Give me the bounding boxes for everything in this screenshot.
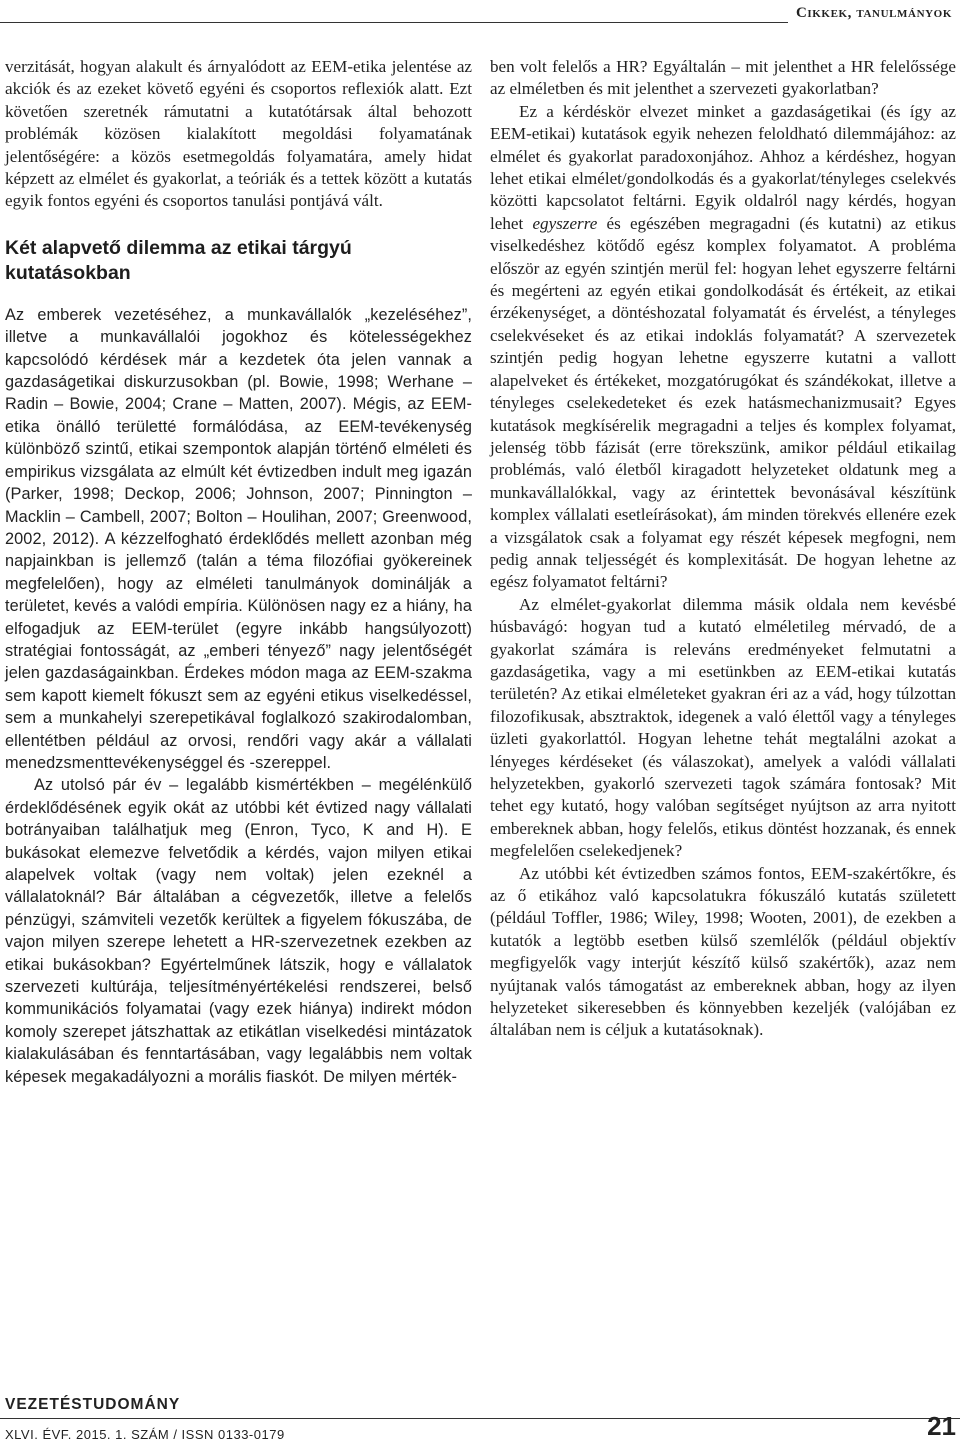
right-column <box>490 56 956 1042</box>
footer-rule <box>0 1418 960 1419</box>
paragraph: Az utolsó pár év – legalább kismértékben – megélénkülő érdeklődésének egyik okát az utóbbi két évtized nagy vállalati botrányaiban találhatjuk meg (Enron, Tyco, K and H). E bukásokat elemezve felvetődik a kérdés, vajon milyen etikai alapelvek voltak (vagy nem voltak) jelen ezeknél a vállalatoknál? Bár általában a cégvezetők, illetve a felelős pénzügyi, számviteli vezetők kerültek a figyelem fókuszába, de vajon milyen szerepe lehetett a HR-szervezetnek ezekben az etikai bukásokban? Egyértelműnek látszik, hogy e vállalatok szervezeti kultúrája, teljesítményértékelési rendszerei, belső kommunikációs folyamatai (vagy ezek hiánya) indirekt módon komoly szerepet játszhattak az etikátlan viselkedési mintázatok kialakulásában és fenntartásában, vagy legalábbis nem voltak képesek megakadályozni a morális fiaskót. De milyen mérték- <box>5 776 472 1086</box>
issue-info: XLVI. ÉVF. 2015. 1. SZÁM / ISSN 0133-0179 <box>5 1427 285 1442</box>
running-head: Cikkek, tanulmányok <box>788 0 960 28</box>
paragraph: Az elmélet-gyakorlat dilemma másik oldala nem kevésbé húsbavágó: hogyan tud a kutató elméletileg mérvadó, de a gyakorlat számára is releváns eredményeket felmutatni a gazdaságetika, vagy a mi esetünkben az EEM-etikai kutatás területén? Az etikai elméleteket gyakran éri az a vád, hogy túlzottan filozofikusak, absztraktok, idegenek a való élettől vagy a tényleges üzleti gyakorlattól. Hogyan lehetne tehát megtalálni azokat a lényeges kérdéseket (és válaszokat), amelyek a valódi vállalati helyzetekben, gyakorló szervezeti tagok számára fontosak? Mit tehet egy kutató, hogy valóban segítséget nyújtson az arra nyitott embereknek abban, hogy felelős, etikus döntést hozzanak, és ennek megfelelően cselekedjenek? <box>490 594 956 861</box>
paragraph-text: és egészében megragadni (és kutatni) az etikus viselkedéshez kötődő egész komplex folyamatot. A probléma először az egyén szintjén merül fel: hogyan lehet egyszerre feltárni és megérteni az egyén etikai gondolkodását és értékeit, az etikai érzékenységet, a döntéshozatal folyamatát és érvelést, a tényleges cselekvéseket és az etikai indoklás folyamatát? A szervezetek szintjén pedig hogyan lehetne egyszerre kutatni a vallott alapelveket és értékeket, mozgatórugókat és szándékokat, illetve a tényleges cselekedeteket és ezek hatásmechanizmusait? Egyes kutatások megkísérelik megragadni a teljes és komplex folyamat, jelenség több fázisát (erre törekszünk, amikor például etikailag problémás, való életből kiragadott helyzeteket oldatunk meg a munkavállalókkal, vagy az érintettek bevonásával készítünk komplex vállalati esetleírásokat), ám minden törekvés ellenére ezek a vizsgálatok csak a folyamat egy részét képesek megfogni, nem pedig annak teljességét és komplexitását. De hogyan lehetne az egész folyamatot feltárni? <box>490 213 956 592</box>
paragraph: Az emberek vezetéséhez, a munkavállalók „kezeléséhez”, illetve a munkavállalói jogokhoz és kötelességekhez kapcsolódó kérdések már a kezdetek óta jelen vannak a gazdaságetikai diskurzusokban (pl. Bowie, 1998; Werhane – Radin – Bowie, 2004; Crane – Matten, 2007). Mégis, az EEM-etika önálló területté formálódása, az EEM-tevékenység különböző szintű, etikai szempontok alapján történő elméleti és empirikus vizsgálata az elmúlt két évtizedben indult meg igazán (Parker, 1998; Deckop, 2006; Johnson, 2007; Pinnington – Macklin – Cambell, 2007; Bolton – Houlihan, 2007; Greenwood, 2002, 2012). A kézzelfogható érdeklődés mellett azonban még napjainkban is jellemző (talán a téma filozófiai gyökereinek megfelelően), hogy az elméleti tanulmányok dominálják a területet, kevés a valódi empíria. Különösen nagy ez a hiány, ha elfogadjuk az EEM-terület (egyre inkább hangsúlyozott) stratégiai fontosságát, az „emberi tényező” nagy jelentőségét jelen gazdaságainkban. Érdekes módon maga az EEM-szakma sem kapott kiemelt fókuszt sem az egyéni etikus viselkedéssel, sem a munkahelyi szerepetikával foglalkozó szakirodalomban, ellentétben például az orvosi, rendőri vagy akár a vállalati menedzsmenttevékenységgel és -szereppel. <box>5 305 472 772</box>
section-heading: Két alapvető dilemma az etikai tárgyú kutatásokban <box>5 236 352 284</box>
paragraph: Az utóbbi két évtizedben számos fontos, EEM-szakértőkre, és az ő etikához való kapcsolatukra fókuszáló kutatás született (például Toffler, 1986; Wiley, 1998; Wooten, 2001), de ezekben a kutatók a legtöbb esetben külső szemlélők (például objektív megfigyelők vagy interjút készítő külső szakértők), azaz nem nyújtanak valós támogatást az embereknek abban, hogy az ilyen helyzeteket sikeresebben és könnyebben kezeljék (valójában ez általában nem is céljuk a kutatásoknak). <box>490 863 956 1040</box>
paragraph: ben volt felelős a HR? Egyáltalán – mit jelenthet a HR felelőssége az elméletben és mit jelenthet a szervezeti gyakorlatban? <box>490 57 956 99</box>
page-number: 21 <box>927 1411 956 1441</box>
paragraph-text: Ez a kérdéskör elvezet minket a gazdaságetikai (és így az EEM-etikai) kutatások egyik nehezen feloldható dilemmájához: az elmélet és gyakorlat paradoxonjához. Ahhoz a kérdéshez, hogyan lehet etikai elmélet/gondolkodás és a gyakorlat/tényleges cselekvés közötti kapcsolatot feltárni. Egyik oldalról nagy kérdés, hogyan lehet <box>490 101 956 233</box>
journal-title: VEZETÉSTUDOMÁNY <box>5 1396 181 1413</box>
emphasis-text: egyszerre <box>532 213 598 233</box>
left-column <box>5 56 472 1088</box>
paragraph: verzitását, hogyan alakult és árnyalódott az EEM-etika jelentése az akciók és az ezeket követő egyéni és csoportos reflexiók alatt. Ezt követően szeretnék rámutatni a kutatótársak által behozott problémák közösen kialakított megoldási folyamatának jelentőségére: a közös esetmegoldás folyamatára, amely hidat képzett az elmélet és gyakorlat, a teóriák és a tettek között a kutatás egyik fontos egyéni és csoportos tanulási pontjává vált. <box>5 57 472 211</box>
paragraph <box>490 101 956 594</box>
